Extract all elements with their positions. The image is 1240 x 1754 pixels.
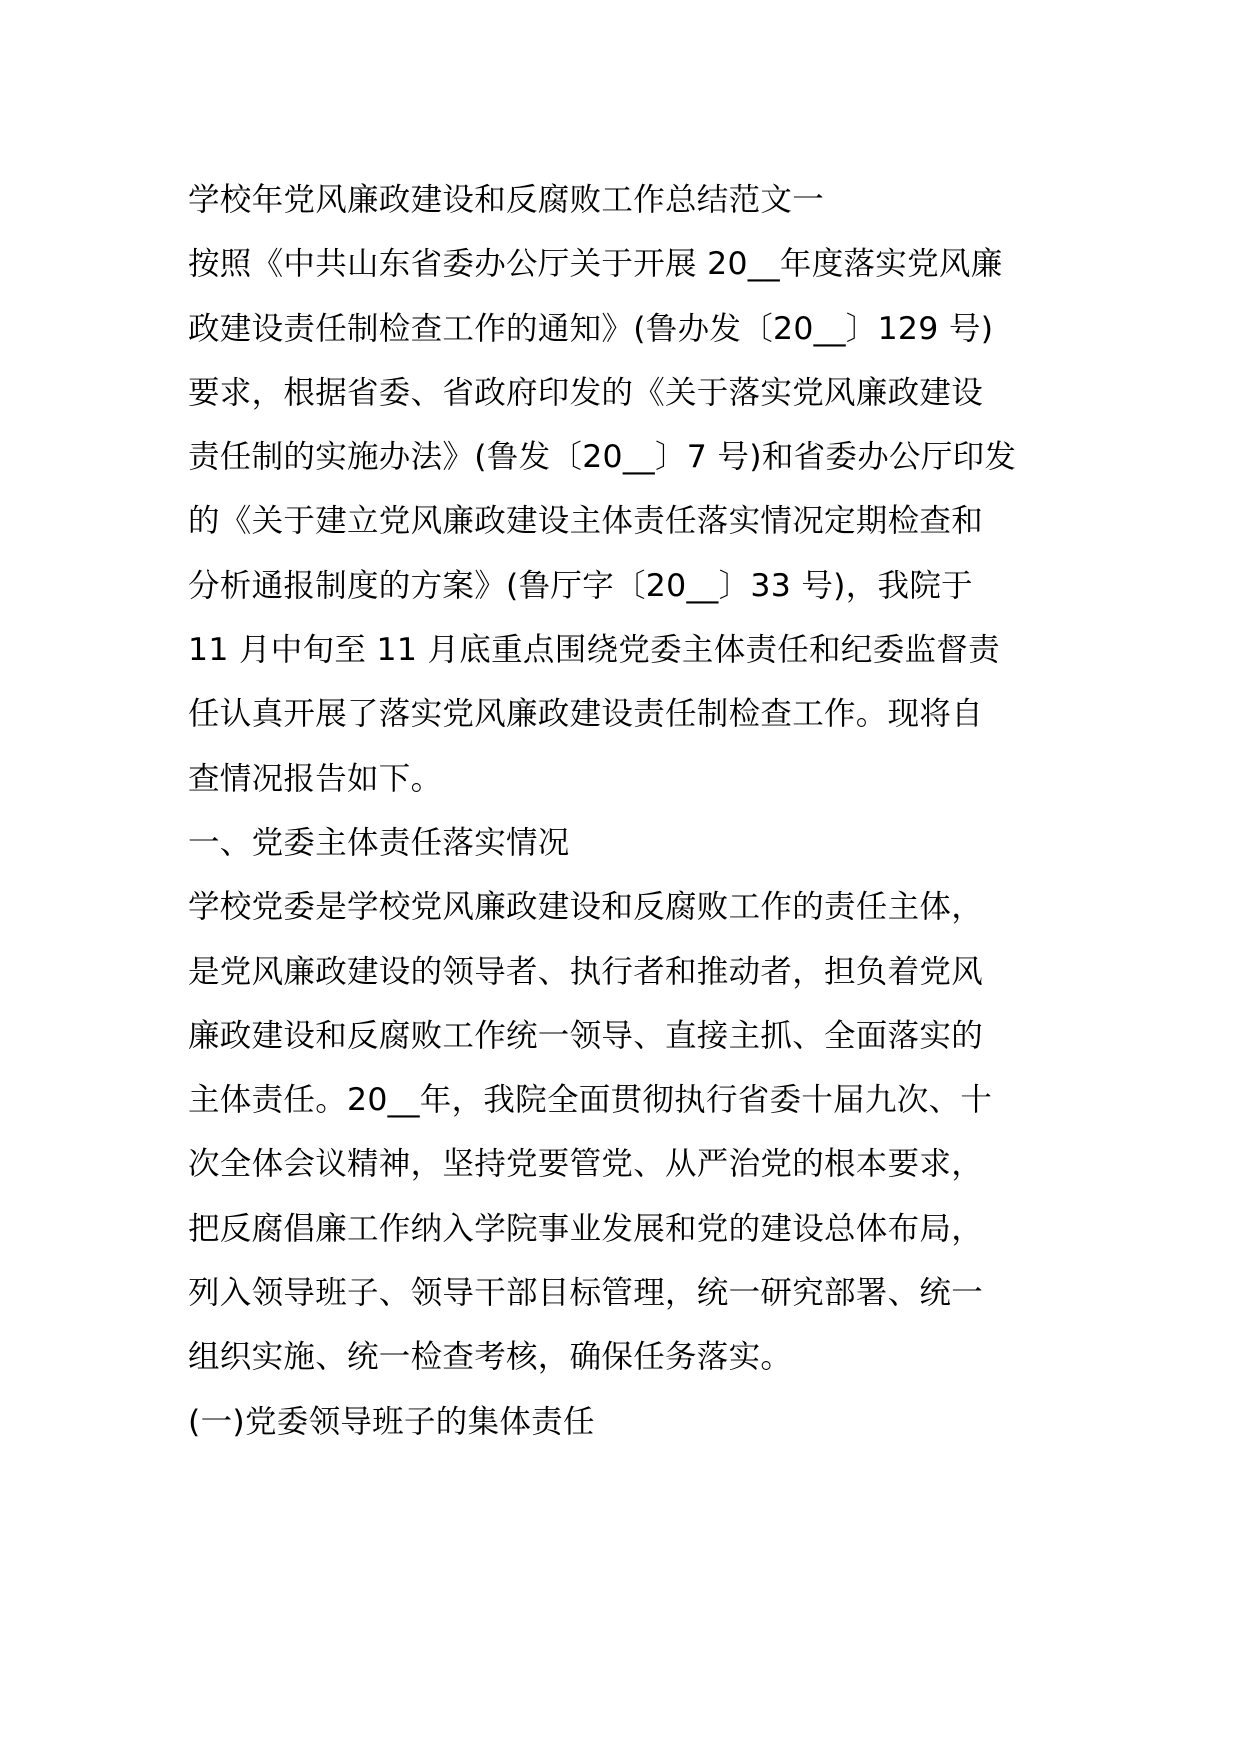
paragraph-2-line: 是党风廉政建设的领导者、执行者和推动者，担负着党风 xyxy=(188,953,984,990)
paragraph-2-line: 廉政建设和反腐败工作统一领导、直接主抓、全面落实的 xyxy=(188,1017,984,1054)
paragraph-2-line: 列入领导班子、领导干部目标管理，统一研究部署、统一 xyxy=(188,1275,984,1312)
paragraph-1-line: 按照《中共山东省委办公厅关于开展 20__年度落实党风廉 xyxy=(188,246,1003,283)
document-body xyxy=(188,168,1058,1454)
paragraph-1-line: 分析通报制度的方案》(鲁厅字〔20__〕33 号)，我院于 xyxy=(188,567,973,604)
paragraph-1-line: 查情况报告如下。 xyxy=(188,760,443,797)
paragraph-2-line: 次全体会议精神，坚持党要管党、从严治党的根本要求， xyxy=(188,1146,984,1183)
section-heading-1: 一、党委主体责任落实情况 xyxy=(188,824,570,861)
paragraph-1-line: 要求，根据省委、省政府印发的《关于落实党风廉政建设 xyxy=(188,374,984,411)
section-heading-2: (一)党委领导班子的集体责任 xyxy=(188,1403,595,1440)
paragraph-1-line: 责任制的实施办法》(鲁发〔20__〕7 号)和省委办公厅印发 xyxy=(188,439,1017,476)
paragraph-2-line: 学校党委是学校党风廉政建设和反腐败工作的责任主体， xyxy=(188,889,984,926)
paragraph-2-line: 把反腐倡廉工作纳入学院事业发展和党的建设总体布局， xyxy=(188,1210,984,1247)
document-title: 学校年党风廉政建设和反腐败工作总结范文一 xyxy=(188,182,825,218)
paragraph-1-line: 的《关于建立党风廉政建设主体责任落实情况定期检查和 xyxy=(188,503,984,540)
paragraph-2-line: 主体责任。20__年，我院全面贯彻执行省委十届九次、十 xyxy=(188,1082,993,1119)
paragraph-2-line: 组织实施、统一检查考核，确保任务落实。 xyxy=(188,1339,793,1376)
paragraph-1-line: 政建设责任制检查工作的通知》(鲁办发〔20__〕129 号) xyxy=(188,310,994,347)
paragraph-1-line: 11 月中旬至 11 月底重点围绕党委主体责任和纪委监督责 xyxy=(188,632,1000,669)
paragraph-1-line: 任认真开展了落实党风廉政建设责任制检查工作。现将自 xyxy=(188,696,984,733)
